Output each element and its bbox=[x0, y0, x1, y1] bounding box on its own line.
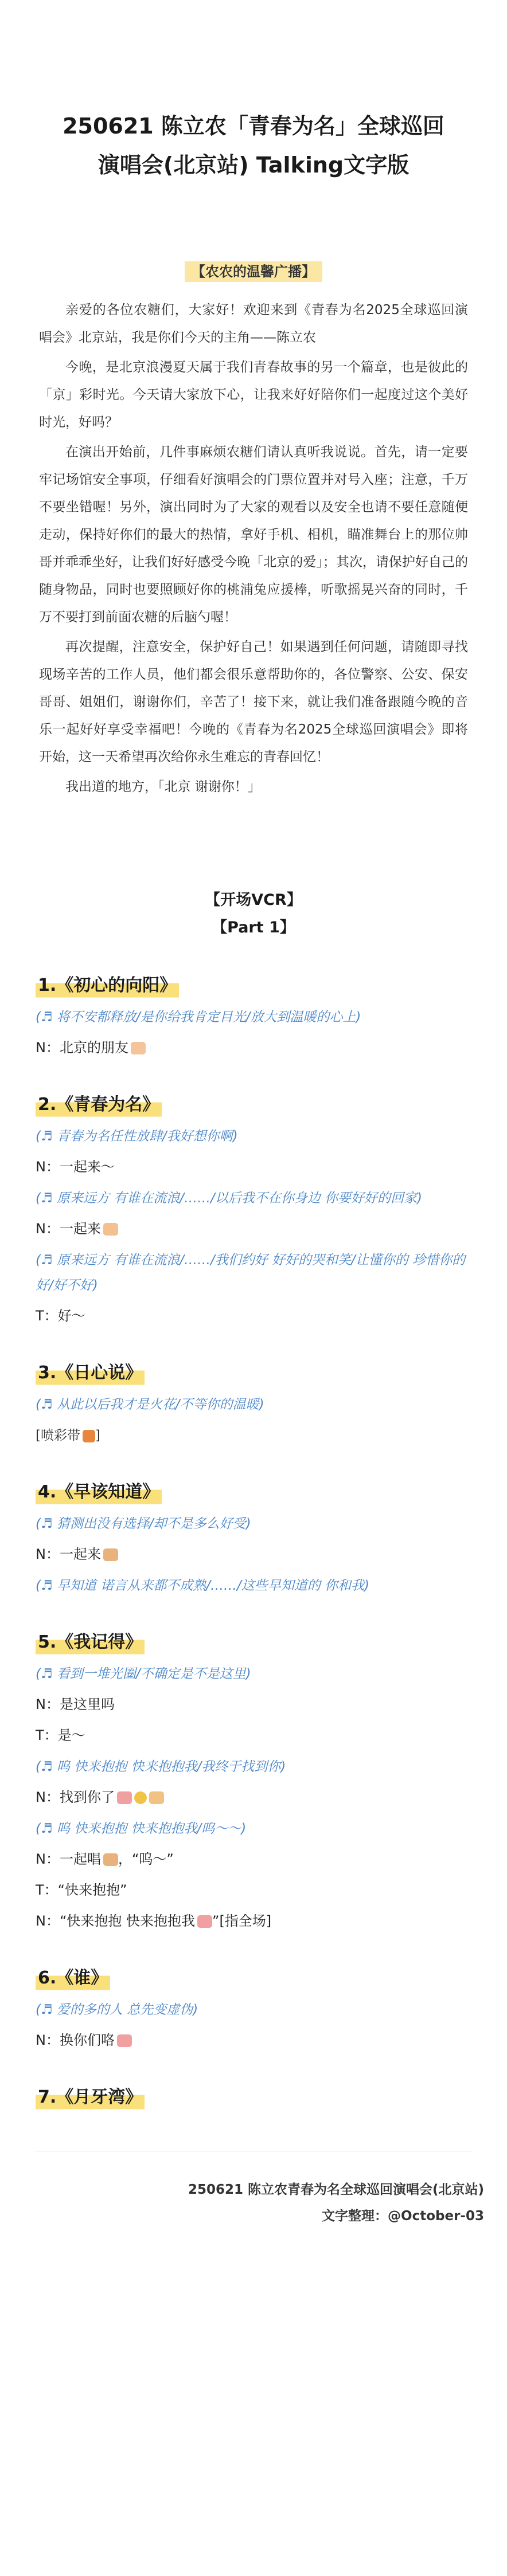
lyric-line bbox=[36, 1186, 471, 1211]
talk-line bbox=[36, 1216, 471, 1242]
lyric-line bbox=[36, 1661, 471, 1687]
song-section bbox=[36, 1965, 471, 2053]
line-text: (♬ 呜 快来抱抱 快来抱抱我/呜～～) bbox=[36, 1821, 247, 1836]
talk-line bbox=[36, 1784, 471, 1810]
line-text: [喷彩带 bbox=[36, 1428, 80, 1443]
lyric-line bbox=[36, 1997, 471, 2022]
broadcast-paragraph: 在演出开始前，几件事麻烦农糖们请认真听我说说。首先，请一定要牢记场馆安全事项，仔细看好演唱会的门票位置并对号入座；注意，千万不要坐错喔！另外，演出同时为了大家的观看以及安全也请不要任意随便走动，保持好你们的最大的热情，拿好手机、相机，瞄准舞台上的那位帅哥并乖乖坐好，让我们好好感受今晚「北京的爱」；其次，请保护好自己的随身物品，同时也要照顾好你的桃浦兔应援棒，听歌摇晃兴奋的同时，千万不要打到前面农糖的后脑勺喔！ bbox=[39, 445, 468, 625]
footer-credit: 文字整理：@October-03 bbox=[322, 2209, 484, 2224]
line-text: N：“快来抱抱 快来抱抱我 bbox=[36, 1913, 196, 1929]
line-text: T：好～ bbox=[36, 1308, 85, 1324]
song-section bbox=[36, 2084, 471, 2111]
lyric-line bbox=[36, 1573, 471, 1598]
pointing-hand-icon bbox=[103, 1548, 118, 1561]
song-title: 1.《初心的向阳》 bbox=[36, 973, 179, 999]
title-line-1: 250621 陈立农「青春为名」全球巡回 bbox=[63, 113, 444, 139]
lyric-line bbox=[36, 1124, 471, 1149]
broadcast-text bbox=[0, 296, 507, 801]
praying-hands-icon bbox=[131, 1042, 146, 1054]
broadcast-paragraph: 今晚，是北京浪漫夏天属于我们青春故事的另一个篇章，也是彼此的「京」彩时光。今天请大家放下心，让我来好好陪你们一起度过这个美好时光，好吗？ bbox=[39, 360, 468, 430]
talk-line bbox=[36, 1541, 471, 1567]
vcr-header bbox=[0, 887, 507, 942]
line-suffix: ”[指全场] bbox=[212, 1913, 272, 1929]
line-text: (♬ 猜测出没有选择/却不是多么好受) bbox=[36, 1516, 251, 1531]
line-text: T：是～ bbox=[36, 1727, 85, 1743]
line-text: (♬ 爱的多的人 总先变虚伪) bbox=[36, 2002, 198, 2017]
song-title: 3.《日心说》 bbox=[36, 1360, 145, 1386]
waving-hand-icon bbox=[103, 1223, 118, 1236]
page-title bbox=[0, 0, 507, 185]
lyric-line bbox=[36, 1248, 471, 1298]
line-text: (♬ 早知道 诺言从来都不成熟/……/这些早知道的 你和我) bbox=[36, 1578, 369, 1593]
vcr-heading: 【开场VCR】 bbox=[205, 891, 302, 909]
kiss-icon bbox=[197, 1915, 212, 1928]
song-title: 7.《月牙湾》 bbox=[36, 2084, 145, 2111]
line-text: N：一起来～ bbox=[36, 1159, 115, 1175]
line-text: N：一起唱 bbox=[36, 1851, 101, 1867]
line-text: N：一起来 bbox=[36, 1221, 101, 1237]
song-section bbox=[36, 1360, 471, 1448]
lyric-line bbox=[36, 1754, 471, 1779]
talk-line bbox=[36, 1154, 471, 1180]
lyric-line bbox=[36, 1005, 471, 1030]
talk-line bbox=[36, 2027, 471, 2053]
kiss-icon bbox=[117, 1791, 132, 1804]
song-section bbox=[36, 1629, 471, 1934]
line-suffix: ] bbox=[95, 1428, 100, 1443]
line-text: N：一起来 bbox=[36, 1546, 101, 1562]
talk-line bbox=[36, 1303, 471, 1329]
line-text: N：北京的朋友 bbox=[36, 1040, 128, 1056]
song-section bbox=[36, 1092, 471, 1329]
talk-line bbox=[36, 1034, 471, 1061]
line-text: N：换你们咯 bbox=[36, 2032, 115, 2048]
line-text: (♬ 将不安都释放/是你给我肯定目光/放大到温暖的心上) bbox=[36, 1010, 361, 1025]
broadcast-paragraph: 我出道的地方，「北京 谢谢你！」 bbox=[65, 779, 261, 794]
line-text: (♬ 呜 快来抱抱 快来抱抱我/我终于找到你) bbox=[36, 1759, 286, 1774]
kiss-icon bbox=[117, 2034, 132, 2047]
pointing-hand-icon bbox=[103, 1853, 118, 1866]
line-text: (♬ 从此以后我才是火花/不等你的温暖) bbox=[36, 1397, 264, 1412]
flexed-arm-icon bbox=[149, 1791, 164, 1804]
talk-line bbox=[36, 1877, 471, 1903]
line-suffix: ，“呜～” bbox=[118, 1851, 174, 1867]
song-section bbox=[36, 1479, 471, 1598]
song-title: 6.《谁》 bbox=[36, 1965, 110, 1991]
broadcast-badge bbox=[0, 260, 507, 280]
lyric-line bbox=[36, 1511, 471, 1536]
lyric-line bbox=[36, 1816, 471, 1841]
line-text: N：找到你了 bbox=[36, 1789, 115, 1805]
lyric-line bbox=[36, 1392, 471, 1417]
grinning-face-icon bbox=[134, 1791, 147, 1804]
line-text: (♬ 原来远方 有谁在流浪/……/以后我不在你身边 你要好好的回家) bbox=[36, 1191, 422, 1206]
line-text: N：是这里吗 bbox=[36, 1696, 115, 1712]
song-title: 2.《青春为名》 bbox=[36, 1092, 162, 1118]
stage-note bbox=[36, 1423, 471, 1448]
footer-event: 250621 陈立农青春为名全球巡回演唱会(北京站) bbox=[188, 2182, 484, 2197]
song-title: 5.《我记得》 bbox=[36, 1629, 145, 1656]
title-line-2: 演唱会(北京站) Talking文字版 bbox=[98, 152, 410, 178]
line-text: (♬ 青春为名任性放肆/我好想你啊) bbox=[36, 1129, 238, 1144]
talk-line bbox=[36, 1722, 471, 1748]
broadcast-badge-label: 【农农的温馨广播】 bbox=[185, 261, 322, 282]
line-text: (♬ 看到一堆光圈/不确定是不是这里) bbox=[36, 1667, 251, 1681]
line-text: T：“快来抱抱” bbox=[36, 1882, 127, 1898]
talk-line bbox=[36, 1691, 471, 1718]
song-section bbox=[36, 973, 471, 1061]
party-popper-icon bbox=[83, 1430, 95, 1442]
footer bbox=[0, 2177, 507, 2229]
broadcast-paragraph: 再次提醒，注意安全，保护好自己！如果遇到任何问题，请随即寻找现场辛苦的工作人员，他们都会很乐意帮助你的，各位警察、公安、保安哥哥、姐姐们，谢谢你们，辛苦了！接下来，就让我们准备跟随今晚的音乐一起好好享受幸福吧！今晚的《青春为名2025全球巡回演唱会》即将开始，这一天希望再次给你永生难忘的青春回忆！ bbox=[39, 640, 468, 764]
talk-line bbox=[36, 1846, 471, 1872]
broadcast-paragraph: 亲爱的各位农糖们，大家好！欢迎来到《青春为名2025全球巡回演唱会》北京站，我是你们今天的主角——陈立农 bbox=[39, 303, 468, 345]
vcr-part: 【Part 1】 bbox=[212, 919, 295, 936]
song-list bbox=[0, 973, 507, 2111]
talk-line bbox=[36, 1908, 471, 1934]
line-text: (♬ 原来远方 有谁在流浪/……/我们约好 好好的哭和笑/让懂你的 珍惜你的好/好不好) bbox=[36, 1253, 466, 1293]
song-title: 4.《早该知道》 bbox=[36, 1479, 162, 1505]
